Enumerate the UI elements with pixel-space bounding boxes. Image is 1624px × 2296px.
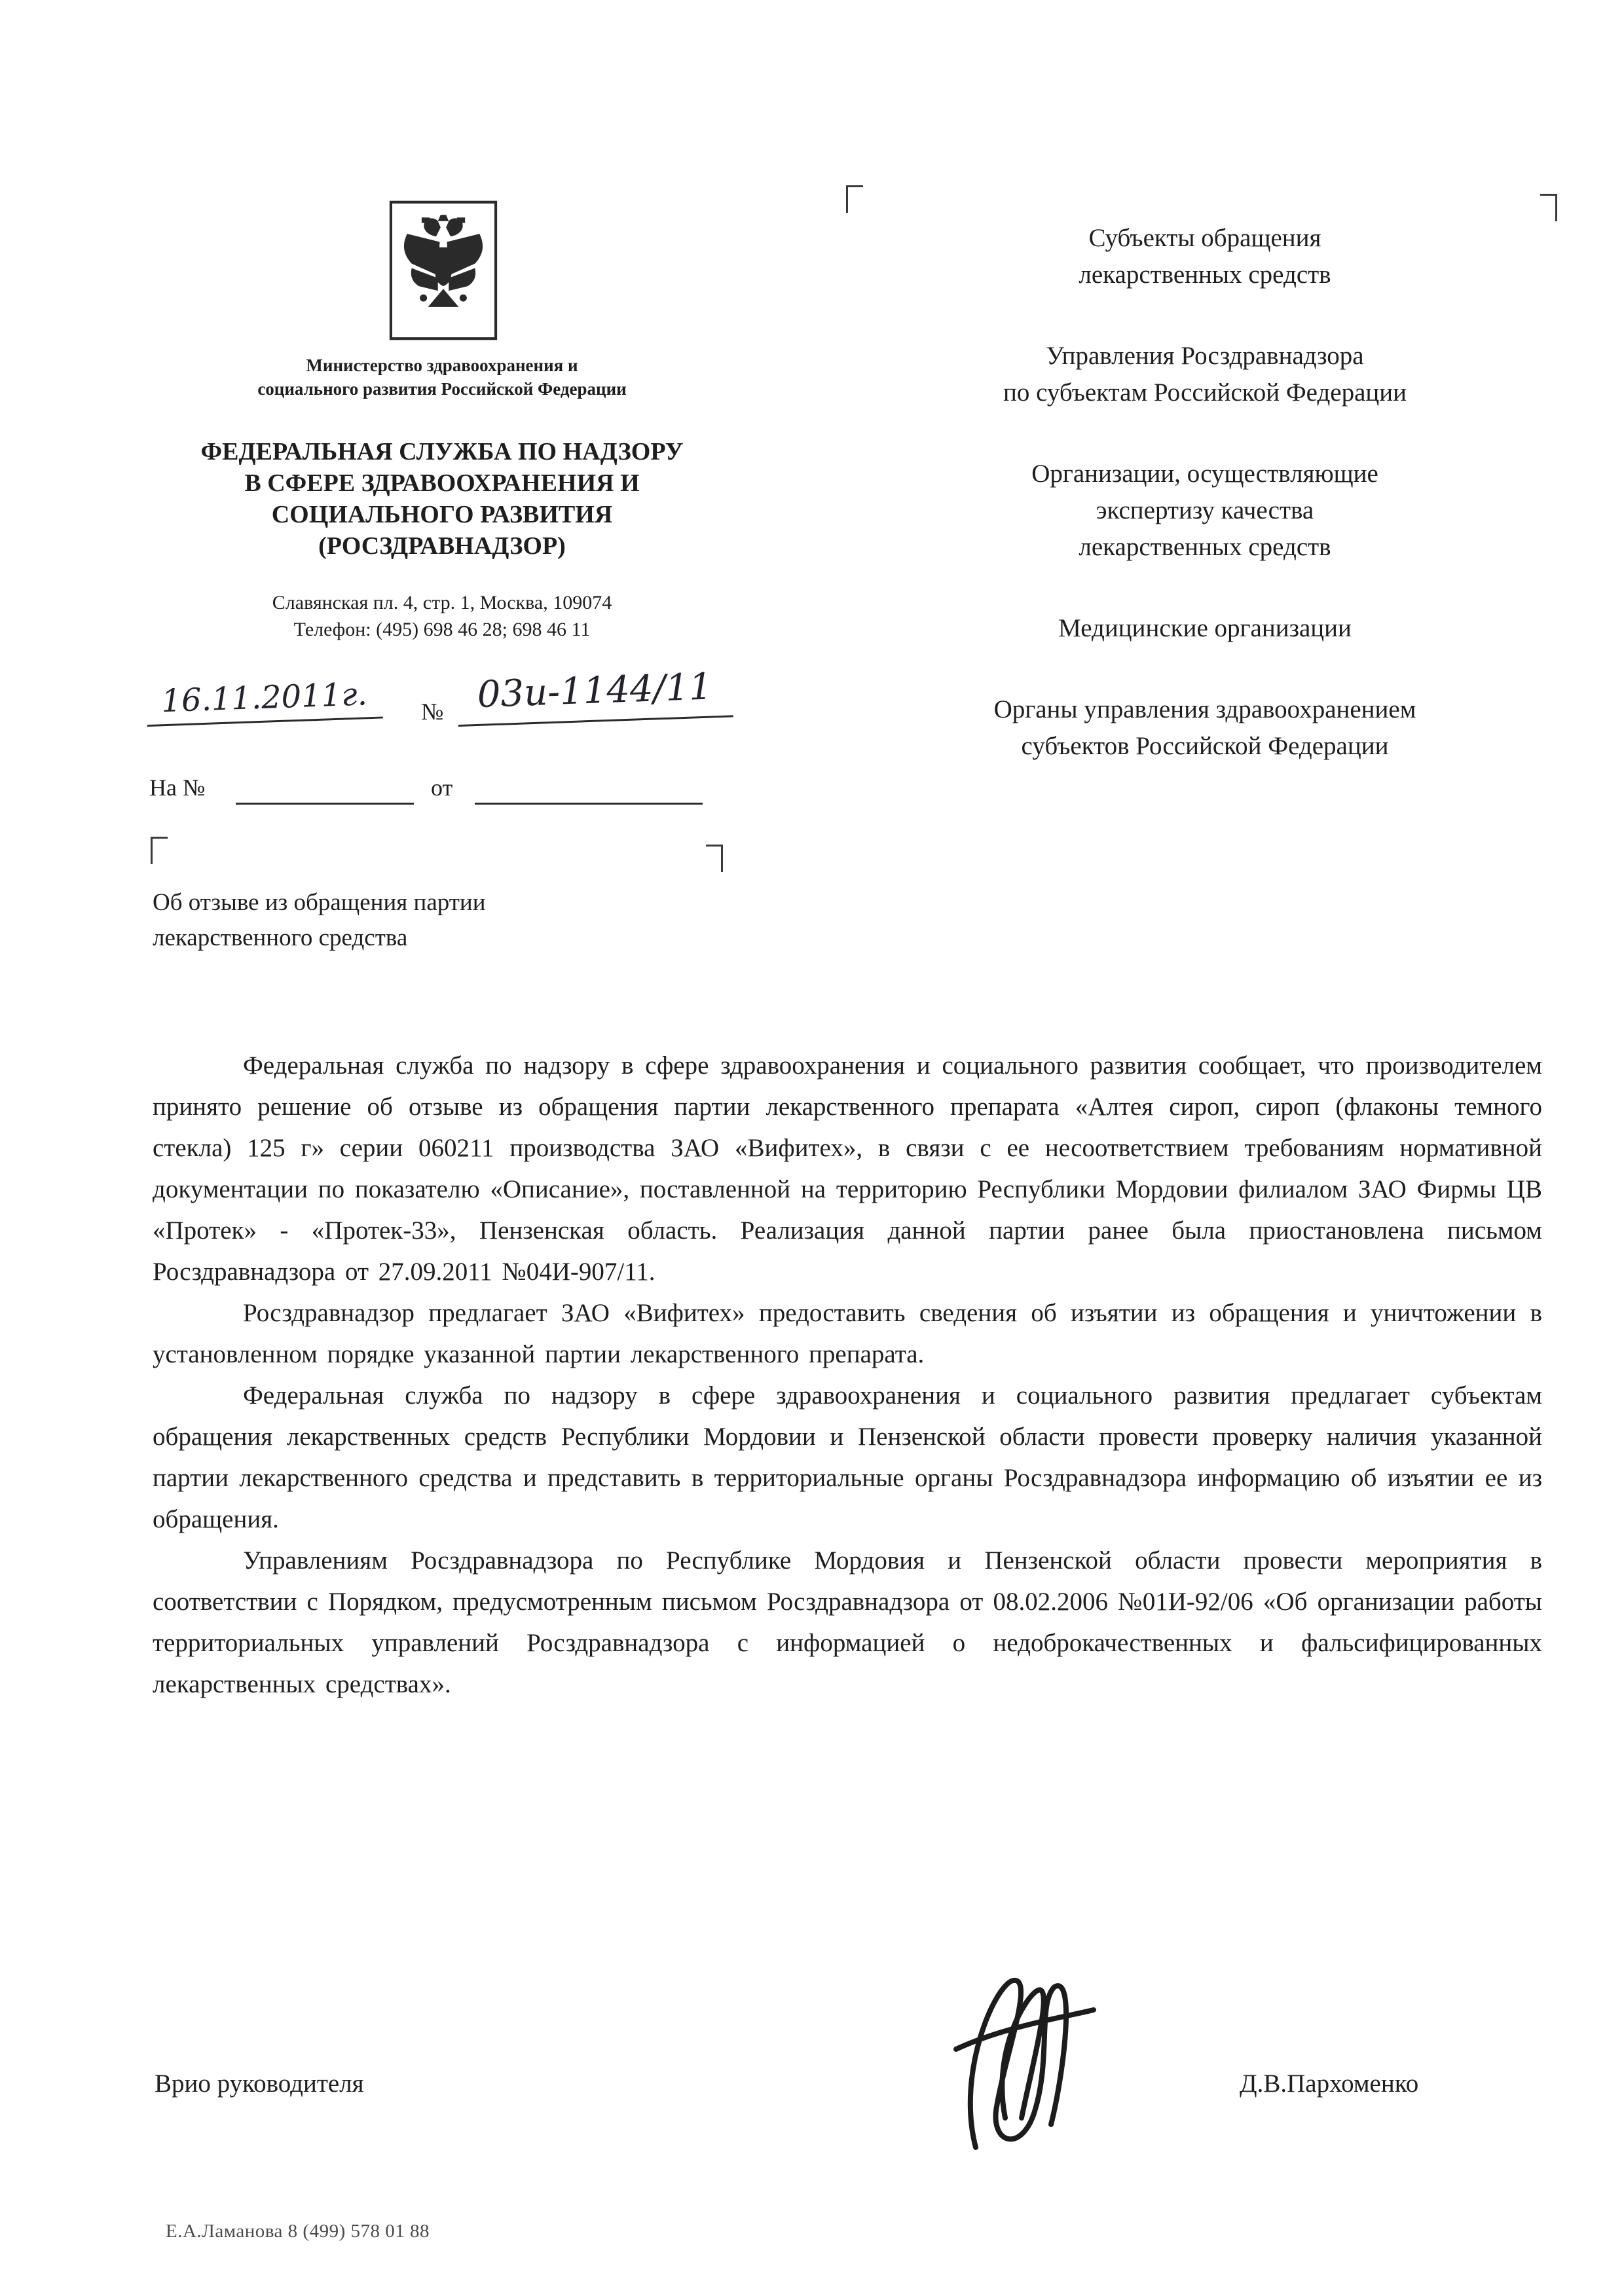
executor-footer: Е.А.Ламанова 8 (499) 578 01 88 xyxy=(166,2221,430,2242)
crop-mark-top-left xyxy=(846,185,863,213)
crop-mark-mid-right xyxy=(706,845,723,872)
paragraph: Федеральная служба по надзору в сфере здравоохранения и социального развития сообщает, что производителем принято решение об отзыве из обращения партии лекарственного препарата «Алтея сироп, сироп (флаконы темного стекла) 125 г» серии 060211 производства ЗАО «Вифитех», в связи с ее несоответствием требованиям нормативной документации по показателю «Описание», поставленной на территорию Республики Мордовии филиалом ЗАО Фирмы ЦВ «Протек» - «Протек-33», Пензенская область. Реализация данной партии ранее была приостановлена письмом Росздравнадзора от 27.09.2011 №04И-907/11. xyxy=(153,1051,1542,1286)
recipient-group xyxy=(832,338,1578,411)
crop-mark-top-right xyxy=(1540,194,1557,221)
recipient-group xyxy=(832,456,1578,566)
recipient-line: субъектов Российской Федерации xyxy=(1021,732,1389,760)
recipient-line: лекарственных средств xyxy=(1079,533,1331,561)
blank-line xyxy=(236,803,414,805)
paragraph: Росздравнадзор предлагает ЗАО «Вифитех» предоставить сведения об изъятии из обращения и уничтожении в установленном порядке указанной партии лекарственного препарата. xyxy=(153,1299,1542,1368)
handwritten-signature-icon xyxy=(923,1954,1120,2170)
service-name-line: ФЕДЕРАЛЬНАЯ СЛУЖБА ПО НАДЗОРУ xyxy=(200,438,684,465)
coat-of-arms-emblem xyxy=(389,200,498,340)
service-name-line: СОЦИАЛЬНОГО РАЗВИТИЯ xyxy=(271,501,613,528)
ministry-name-line: социального развития Российской Федерации xyxy=(257,379,627,399)
letter-body xyxy=(153,1045,1542,1705)
date-field-handwritten: 16.11.2011г. xyxy=(146,675,383,727)
recipient-line: Управления Росздравнадзора xyxy=(1046,342,1364,370)
contact-block xyxy=(118,589,766,643)
signatory-name: Д.В.Пархоменко xyxy=(1240,2069,1419,2098)
double-headed-eagle-icon xyxy=(389,200,498,340)
recipient-line: лекарственных средств xyxy=(1079,261,1331,289)
recipient-line: Медицинские организации xyxy=(1058,614,1352,642)
service-name-line: В СФЕРЕ ЗДРАВООХРАНЕНИЯ И xyxy=(244,469,640,497)
ministry-name xyxy=(118,354,766,401)
recipient-line: Субъекты обращения xyxy=(1088,224,1321,252)
recipient-group xyxy=(832,220,1578,293)
date-number-row xyxy=(147,665,776,738)
ministry-name-line: Министерство здравоохранения и xyxy=(306,355,578,375)
phone-line: Телефон: (495) 698 46 28; 698 46 11 xyxy=(293,619,591,640)
recipient-group xyxy=(832,691,1578,765)
subject-text-line: лекарственного средства xyxy=(153,924,408,951)
recipient-group xyxy=(832,610,1578,647)
address-line: Славянская пл. 4, стр. 1, Москва, 109074 xyxy=(272,592,612,613)
crop-mark-mid-left xyxy=(151,837,168,864)
subject-line xyxy=(153,885,755,956)
ot-label: от xyxy=(431,774,453,801)
recipient-line: по субъектам Российской Федерации xyxy=(1003,378,1407,407)
recipient-line: Органы управления здравоохранением xyxy=(993,695,1416,723)
blank-line xyxy=(475,803,703,805)
number-sign: № xyxy=(421,699,444,725)
service-name xyxy=(118,436,766,562)
outgoing-number-handwritten: 03и-1144/11 xyxy=(456,665,733,727)
na-label: На № xyxy=(149,774,206,801)
signature-image xyxy=(923,1954,1120,2174)
service-name-line: (РОСЗДРАВНАДЗОР) xyxy=(318,532,566,560)
paragraph: Управлениям Росздравнадзора по Республике Мордовия и Пензенской области провести мероприятия в соответствии с Порядком, предусмотренным письмом Росздравнадзора от 08.02.2006 №01И-92/06 «Об организации работы территориальных управлений Росздравнадзора с информацией о недоброкачественных и фальсифицированных лекарственных средствах». xyxy=(153,1546,1542,1698)
recipient-line: экспертизу качества xyxy=(1096,496,1314,524)
paragraph: Федеральная служба по надзору в сфере здравоохранения и социального развития предлагает субъектам обращения лекарственных средств Республики Мордовии и Пензенской области провести проверку наличия указанной партии лекарственного средства и представить в территориальные органы Росздравнадзора информацию об изъятии ее из обращения. xyxy=(153,1381,1542,1533)
recipient-line: Организации, осуществляющие xyxy=(1031,460,1378,488)
signature-position-title: Врио руководителя xyxy=(155,2069,364,2098)
reference-line xyxy=(149,767,778,813)
recipients-list xyxy=(832,220,1578,809)
subject-text-line: Об отзыве из обращения партии xyxy=(153,889,486,916)
